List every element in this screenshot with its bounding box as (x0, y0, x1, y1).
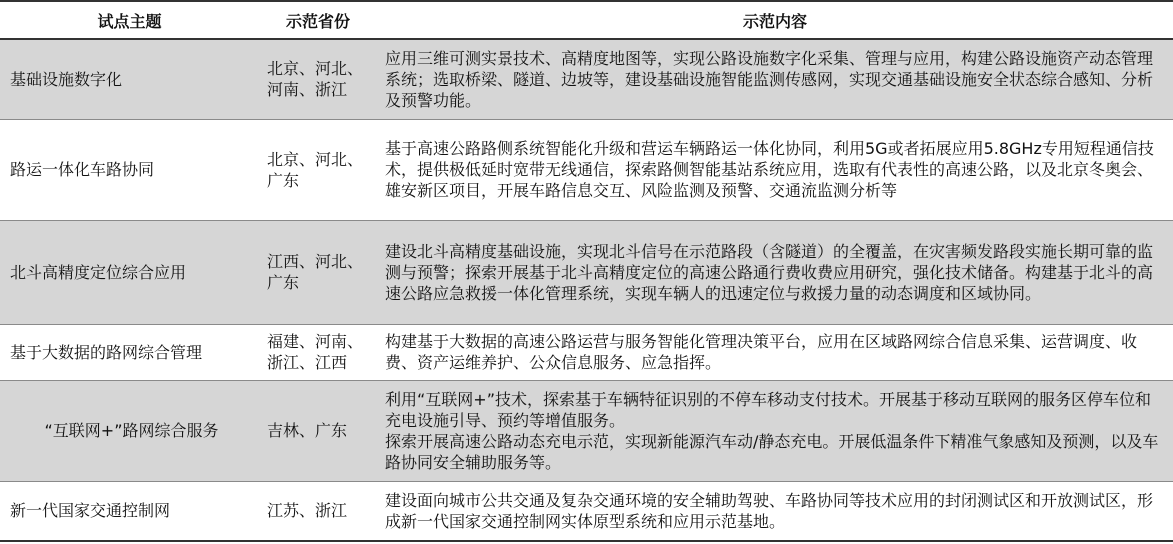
header-provinces: 示范省份 (259, 1, 377, 39)
provinces-cell: 北京、河北、河南、浙江 (259, 39, 377, 119)
table-row (0, 119, 1173, 220)
header-topic: 试点主题 (0, 1, 259, 39)
table-row (0, 220, 1173, 324)
provinces-cell: 江西、河北、广东 (259, 220, 377, 324)
content-cell (377, 324, 1173, 380)
provinces-cell: 吉林、广东 (259, 380, 377, 481)
content-text: 构建基于大数据的高速公路运营与服务智能化管理决策平台，应用在区域路网综合信息采集、运营调度、收费、资产运维养护、公众信息服务、应急指挥。 (385, 332, 1138, 372)
topic-cell: “互联网+”路网综合服务 (0, 380, 259, 481)
topic-cell: 路运一体化车路协同 (0, 119, 259, 220)
provinces-cell: 北京、河北、广东 (259, 119, 377, 220)
table-row (0, 481, 1173, 541)
header-content: 示范内容 (377, 1, 1173, 39)
table-row (0, 324, 1173, 380)
table-row (0, 39, 1173, 119)
content-cell (377, 119, 1173, 220)
content-cell (377, 481, 1173, 541)
topic-cell: 基于大数据的路网综合管理 (0, 324, 259, 380)
provinces-cell: 江苏、浙江 (259, 481, 377, 541)
table-header-row (0, 1, 1173, 39)
content-text: 建设北斗高精度基础设施，实现北斗信号在示范路段（含隧道）的全覆盖，在灾害频发路段实施长期可靠的监测与预警；探索开展基于北斗高精度定位的高速公路通行费收费应用研究，强化技术储备。构建基于北斗的高速公路应急救援一体化管理系统，实现车辆人的迅速定位与救援力量的动态调度和区域协同。 (385, 241, 1154, 303)
content-text: 利用“互联网+”技术，探索基于车辆特征识别的不停车移动支付技术。开展基于移动互联网的服务区停车位和充电设施引导、预约等增值服务。 (385, 389, 1151, 430)
table-row (0, 380, 1173, 481)
topic-cell: 新一代国家交通控制网 (0, 481, 259, 541)
content-text: 建设面向城市公共交通及复杂交通环境的安全辅助驾驶、车路协同等技术应用的封闭测试区和开放测试区，形成新一代国家交通控制网实体原型系统和应用示范基地。 (385, 490, 1154, 531)
content-text: 应用三维可测实景技术、高精度地图等，实现公路设施数字化采集、管理与应用，构建公路设施资产动态管理系统；选取桥梁、隧道、边坡等，建设基础设施智能监测传感网，实现交通基础设施安全状态综合感知、分析及预警功能。 (385, 48, 1154, 110)
content-cell (377, 220, 1173, 324)
content-cell (377, 39, 1173, 119)
topic-cell: 北斗高精度定位综合应用 (0, 220, 259, 324)
provinces-cell: 福建、河南、浙江、江西 (259, 324, 377, 380)
content-text: 探索开展高速公路动态充电示范，实现新能源汽车动/静态充电。开展低温条件下精准气象感知及预测，以及车路协同安全辅助服务等。 (385, 431, 1159, 472)
content-cell (377, 380, 1173, 481)
content-text: 基于高速公路路侧系统智能化升级和营运车辆路运一体化协同，利用5G或者拓展应用5.8GHz专用短程通信技术，提供极低延时宽带无线通信，探索路侧智能基站系统应用，选取有代表性的高速公路，以及北京冬奥会、雄安新区项目，开展车路信息交互、风险监测及预警、交通流监测分析等 (385, 139, 1154, 200)
topic-cell: 基础设施数字化 (0, 39, 259, 119)
